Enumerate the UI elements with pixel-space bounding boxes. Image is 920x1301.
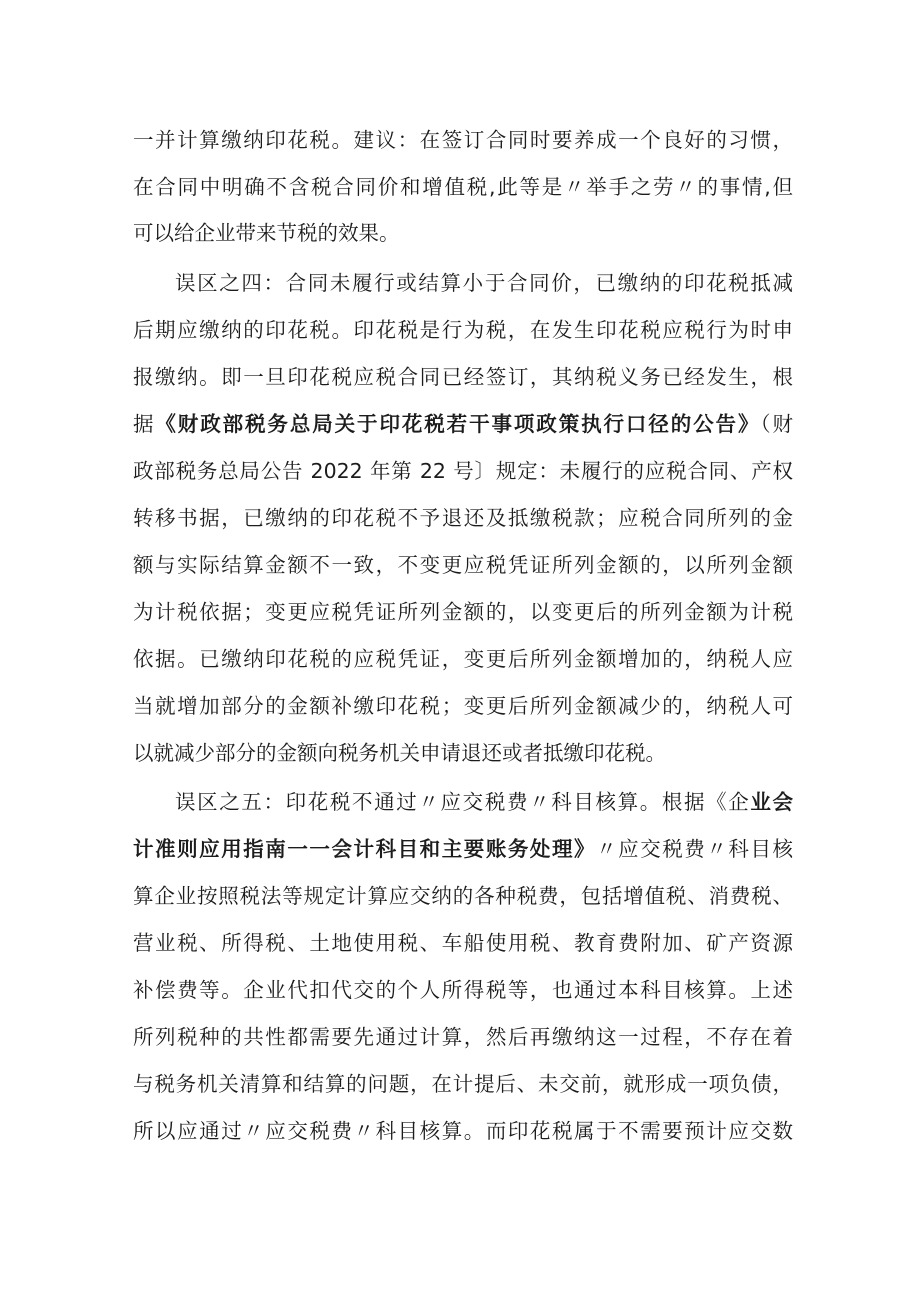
text-run: 转移书据，已缴纳的印花税不予退还及抵缴税款；应税合同所列的金 xyxy=(133,506,793,530)
text-run: 误区之四：合同未履行或结算小于合同价，已缴纳的印花税抵减 xyxy=(175,271,793,295)
text-line xyxy=(133,310,793,350)
bold-document-title: 《财政部税务总局关于印花税若干事项政策执行口径的公告》 xyxy=(155,412,761,436)
text-run: 〃应交税费〃科目核 xyxy=(596,837,793,861)
text-line xyxy=(133,639,793,679)
bold-document-title: 计准则应用指南一一会计科目和主要账务处理》 xyxy=(133,837,597,861)
text-run: 所以应通过〃应交税费〃科目核算。而印花税属于不需要预计应交数 xyxy=(133,1119,793,1143)
text-run: （财 xyxy=(760,412,793,436)
text-run: 为计税依据；变更应税凭证所列金额的，以变更后的所列金额为计税 xyxy=(133,600,793,624)
text-line xyxy=(133,592,793,632)
text-run: 以就减少部分的金额向税务机关申请退还或者抵缴印花税。 xyxy=(133,741,666,765)
text-line xyxy=(133,876,793,916)
text-line xyxy=(133,167,793,207)
text-run: 后期应缴纳的印花税。印花税是行为税，在发生印花税应税行为时申 xyxy=(133,318,793,342)
text-line xyxy=(133,829,793,869)
text-line xyxy=(133,1111,793,1151)
bold-text-run: 业会 xyxy=(750,790,793,814)
text-line xyxy=(133,498,793,538)
text-run: 政部税务总局公告 2022 年第 22 号〕规定：未履行的应税合同、产权 xyxy=(133,459,793,483)
text-line xyxy=(133,120,793,160)
text-run: 补偿费等。企业代扣代交的个人所得税等，也通过本科目核算。上述 xyxy=(133,978,793,1002)
paragraph-first-line xyxy=(175,263,793,303)
text-run: 算企业按照税法等规定计算应交纳的各种税费，包括增值税、消费税、 xyxy=(133,884,793,908)
text-run: 依据。已缴纳印花税的应税凭证，变更后所列金额增加的，纳税人应 xyxy=(133,647,793,671)
text-run: 在合同中明确不含税合同价和增值税,此等是〃举手之劳〃的事情,但 xyxy=(133,175,793,199)
text-line xyxy=(133,1017,793,1057)
text-line xyxy=(133,923,793,963)
text-line xyxy=(133,545,793,585)
paragraph-first-line xyxy=(175,782,793,822)
text-run: 据 xyxy=(133,412,156,436)
text-run: 误区之五：印花税不通过〃应交税费〃科目核算。根据《企 xyxy=(175,790,751,814)
text-run: 额与实际结算金额不一致，不变更应税凭证所列金额的，以所列金额 xyxy=(133,553,793,577)
text-line xyxy=(133,686,793,726)
text-line xyxy=(133,404,793,444)
text-run: 当就增加部分的金额补缴印花税；变更后所列金额减少的，纳税人可 xyxy=(133,694,793,718)
text-run: 可以给企业带来节税的效果。 xyxy=(133,221,400,245)
text-line xyxy=(133,357,793,397)
text-line xyxy=(133,213,793,253)
text-run: 营业税、所得税、土地使用税、车船使用税、教育费附加、矿产资源 xyxy=(133,931,793,955)
text-line xyxy=(133,733,793,773)
text-line xyxy=(133,451,793,491)
text-line xyxy=(133,1064,793,1104)
text-run: 报缴纳。即一旦印花税应税合同已经签订，其纳税义务已经发生，根 xyxy=(133,365,793,389)
text-run: 与税务机关清算和结算的问题，在计提后、未交前，就形成一项负债， xyxy=(133,1072,793,1096)
text-run: 所列税种的共性都需要先通过计算，然后再缴纳这一过程，不存在着 xyxy=(133,1025,793,1049)
text-line xyxy=(133,970,793,1010)
text-run: 一并计算缴纳印花税。建议：在签订合同时要养成一个良好的习惯， xyxy=(133,128,793,152)
